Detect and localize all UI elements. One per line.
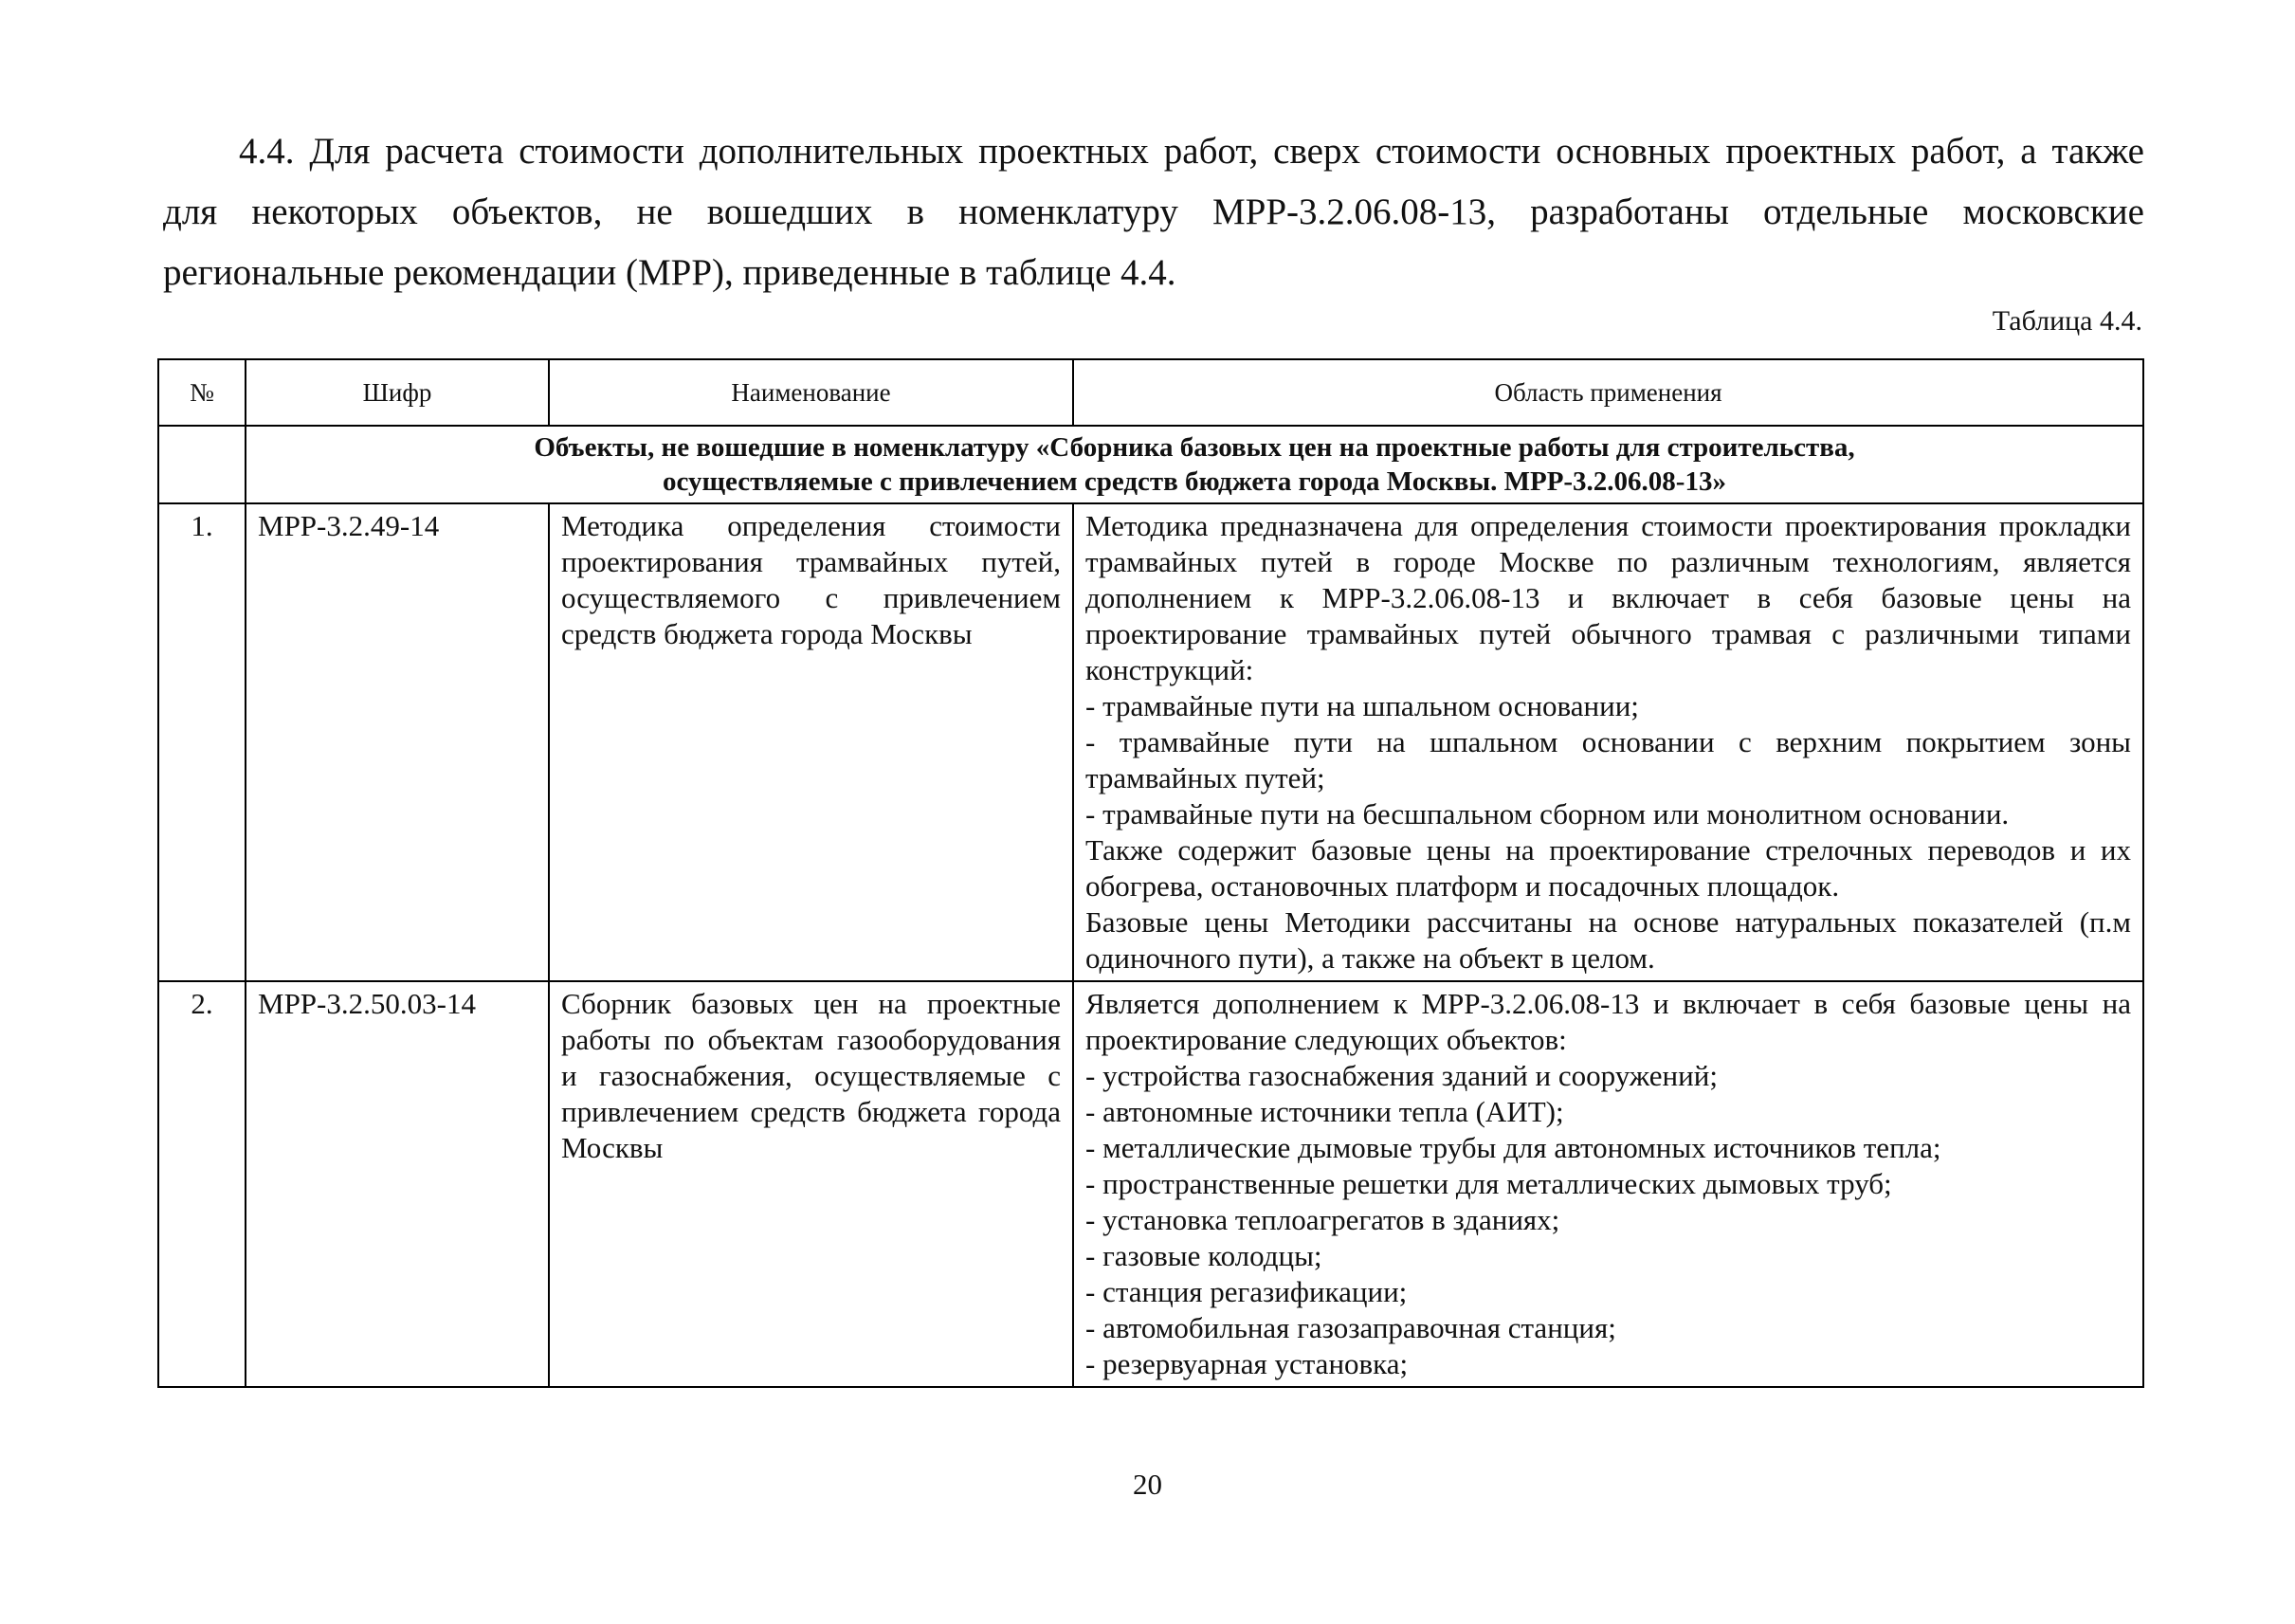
row-scope [1073, 981, 2143, 1387]
intro-line: для некоторых объектов, не вошедших в номенклатуру МРР-3.2.06.08-13, разработаны отдельные московские [163, 192, 2144, 232]
group-header-line: осуществляемые с привлечением средств бюджета города Москвы. МРР-3.2.06.08-13» [663, 466, 1726, 497]
scope-list-item: - трамвайные пути на бесшпальном сборном или монолитном основании. [1085, 797, 2010, 830]
scope-list-item: - трамвайные пути на шпальном основании; [1085, 689, 1639, 722]
scope-list [1085, 688, 2131, 832]
header-code: Шифр [246, 359, 549, 426]
intro-line: 4.4. Для расчета стоимости дополнительных проектных работ, сверх стоимости основных проектных работ, а также [239, 131, 2144, 172]
scope-list-item: - устройства газоснабжения зданий и сооружений; [1085, 1059, 1718, 1092]
mrr-table [157, 358, 2144, 1388]
page-number: 20 [1133, 1468, 1162, 1501]
table-header-row [158, 359, 2143, 426]
scope-list-item: - станция регазификации; [1085, 1275, 1408, 1308]
scope-list-item: - трамвайные пути на шпальном основании с верхним покрытием зоны трамвайных путей; [1085, 725, 2131, 794]
row-code: МРР-3.2.49-14 [246, 503, 549, 981]
intro-paragraph [163, 121, 2144, 303]
group-header-line: Объекты, не вошедшие в номенклатуру «Сборника базовых цен на проектные работы для строительства, [534, 432, 1855, 463]
scope-list-item: - автономные источники тепла (АИТ); [1085, 1095, 1564, 1128]
scope-list-item: - газовые колодцы; [1085, 1239, 1322, 1272]
row-num: 1. [158, 503, 246, 981]
scope-extra: Базовые цены Методики рассчитаны на основе натуральных показателей (п.м одиночного пути), а также на объект в целом. [1085, 905, 2131, 975]
row-code: МРР-3.2.50.03-14 [246, 981, 549, 1387]
group-header-cell [246, 426, 2143, 503]
row-name: Методика определения стоимости проектирования трамвайных путей, осуществляемого с привлечением средств бюджета города Москвы [549, 503, 1073, 981]
scope-list-item: - металлические дымовые трубы для автономных источников тепла; [1085, 1131, 1941, 1164]
scope-intro: Является дополнением к МРР-3.2.06.08-13 и включает в себя базовые цены на проектирование следующих объектов: [1085, 987, 2131, 1056]
scope-list [1085, 1058, 2131, 1382]
row-num: 2. [158, 981, 246, 1387]
header-name: Наименование [549, 359, 1073, 426]
scope-extra: Также содержит базовые цены на проектирование стрелочных переводов и их обогрева, остановочных платформ и посадочных площадок. [1085, 833, 2131, 903]
scope-list-item: - автомобильная газозаправочная станция; [1085, 1311, 1616, 1344]
scope-list-item: - пространственные решетки для металлических дымовых труб; [1085, 1167, 1892, 1200]
group-header-empty-cell [158, 426, 246, 503]
header-scope: Область применения [1073, 359, 2143, 426]
table-caption: Таблица 4.4. [1992, 305, 2142, 337]
row-name: Сборник базовых цен на проектные работы по объектам газооборудования и газоснабжения, осуществляемые с привлечением средств бюджета города Москвы [549, 981, 1073, 1387]
row-scope [1073, 503, 2143, 981]
group-header-row [158, 426, 2143, 503]
scope-intro: Методика предназначена для определения стоимости проектирования прокладки трамвайных путей в городе Москве по различным технологиям, является дополнением к МРР-3.2.06.08-13 и включает в себя базовые цены на проектирование трамвайных путей обычного трамвая с различными типами конструкций: [1085, 509, 2131, 686]
scope-list-item: - установка теплоагрегатов в зданиях; [1085, 1203, 1560, 1236]
intro-line: региональные рекомендации (МРР), приведенные в таблице 4.4. [163, 252, 1176, 293]
table-row [158, 981, 2143, 1387]
table-row [158, 503, 2143, 981]
header-num: № [158, 359, 246, 426]
scope-list-item: - резервуарная установка; [1085, 1347, 1409, 1380]
